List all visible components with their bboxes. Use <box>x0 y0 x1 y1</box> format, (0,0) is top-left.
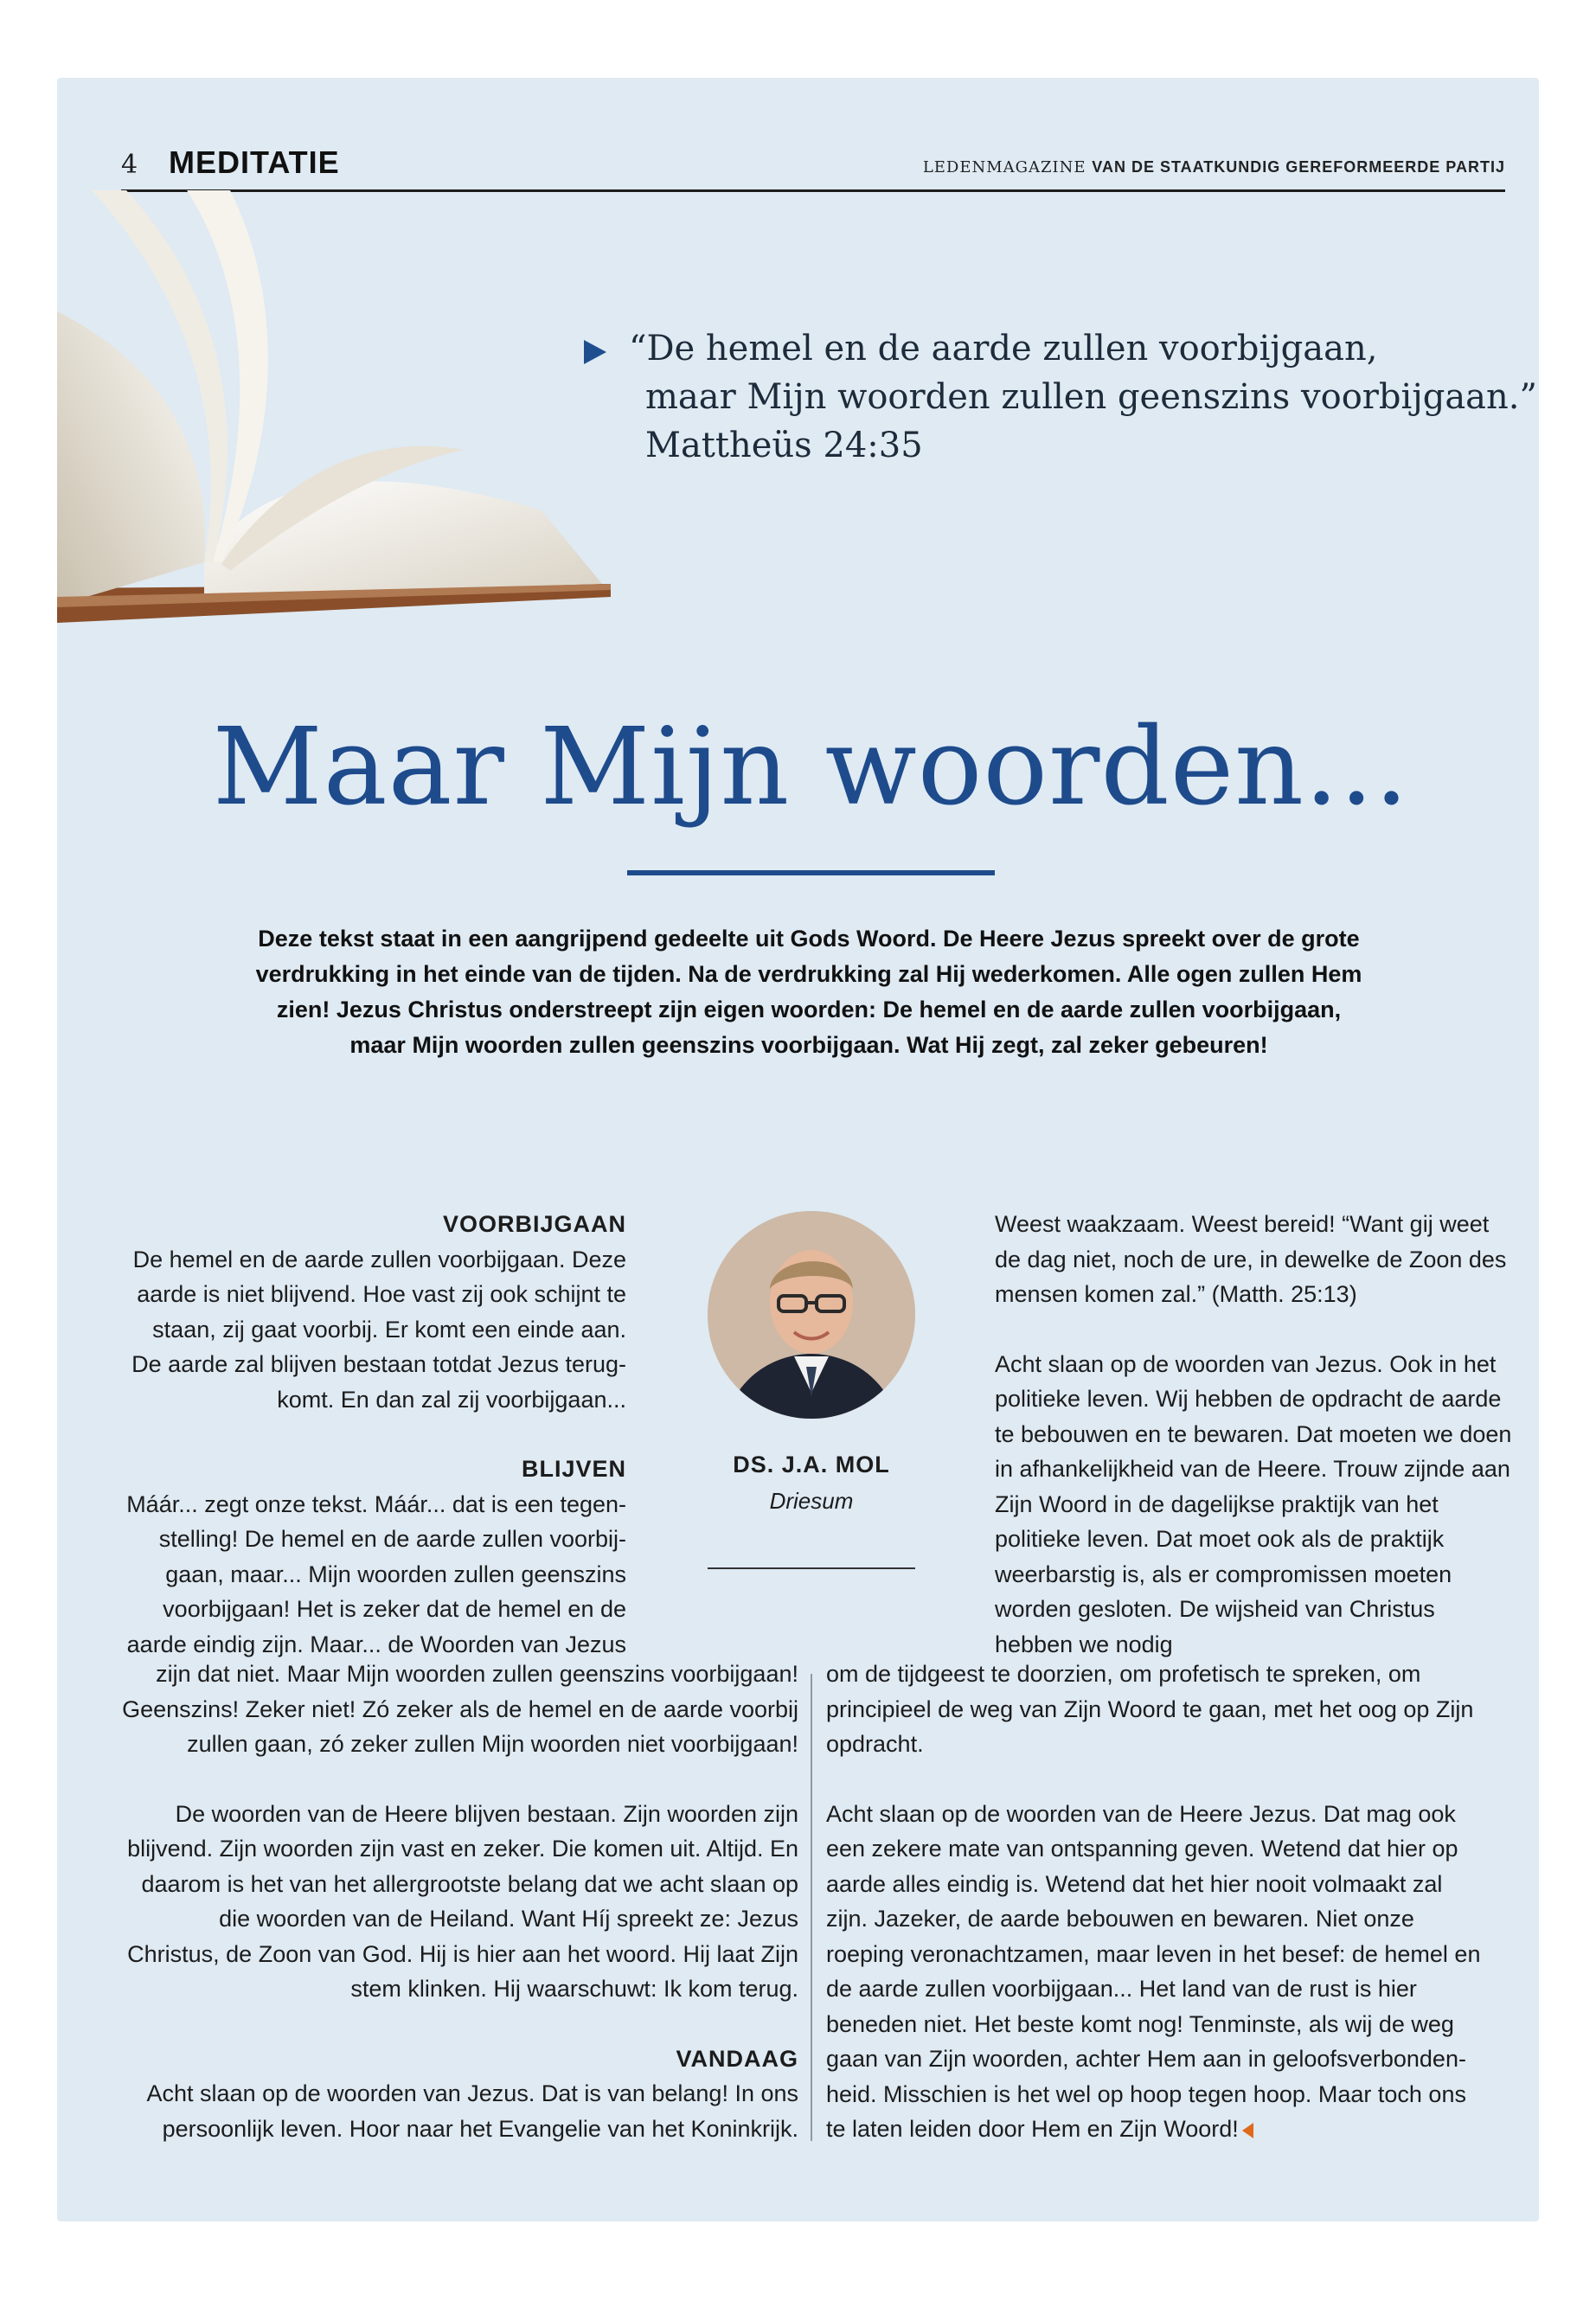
heading-voorbijgaan: VOORBIJGAAN <box>442 1211 626 1237</box>
quote-line-1: “De hemel en de aarde zullen voorbijgaan, <box>629 329 1378 369</box>
column-right-top <box>995 1207 1514 1662</box>
masthead-light: LEDENMAGAZINE <box>922 158 1086 176</box>
author-place: Driesum <box>769 1488 854 1514</box>
paragraph-voorbijgaan: De hemel en de aarde zullen voorbijgaan. Deze aarde is niet blijvend. Hoe vast zij ook schijnt te staan, zij gaat voorbij. Er komt een einde aan. De aarde zal blijven bestaan totdat Jezus terug-komt. En dan zal zij voorbijgaan... <box>131 1246 626 1413</box>
paragraph-waakzaam: Weest waakzaam. Weest bereid! “Want gij weet de dag niet, noch de ure, in dewelke de Zoon des mensen komen zal.” (Matth. 25:13) <box>995 1211 1507 1307</box>
paragraph-blijven-a: Máár... zegt onze tekst. Máár... dat is een tegen-stelling! De hemel en de aarde zullen voorbij-gaan, maar... Mijn woorden zullen geenszins voorbijgaan! Het is zeker dat de hemel en de aarde eindig zijn. Maar... de Woorden van Jezus <box>126 1490 626 1657</box>
heading-vandaag: VANDAAG <box>676 2045 798 2072</box>
column-right-bottom <box>826 1657 1484 2147</box>
author-name: DS. J.A. MOL <box>733 1452 890 1477</box>
column-divider <box>811 1674 812 2141</box>
column-left-bottom <box>121 1657 798 2146</box>
end-triangle-icon <box>1242 2123 1253 2138</box>
column-left-top <box>121 1207 626 1662</box>
paragraph-blijven-b: zijn dat niet. Maar Mijn woorden zullen geenszins voorbijgaan! Geenszins! Zeker niet! Zó zeker als de hemel en de aarde voorbij zullen gaan, zó zeker zullen Mijn woorden niet voorbijgaan! <box>122 1661 798 1757</box>
section-title: MEDITATIE <box>169 144 340 180</box>
masthead <box>923 158 1505 176</box>
open-book-image <box>57 190 611 631</box>
quote-line-2: maar Mijn woorden zullen geenszins voorbijgaan.” <box>645 377 1537 417</box>
article-intro: Deze tekst staat in een aangrijpend gedeelte uit Gods Woord. De Heere Jezus spreekt over de grote verdrukking in het einde van de tijden. Na de verdrukking zal Hij wederkomen. Alle ogen zullen Hem zien! Jezus Christus onderstreept zijn eigen woorden: De hemel en de aarde zullen voorbijgaan, maar Mijn woorden zullen geenszins voorbijgaan. Wat Hij zegt, zal zeker gebeuren! <box>255 926 1362 1058</box>
paragraph-vandaag: Acht slaan op de woorden van Jezus. Dat is van belang! In ons persoonlijk leven. Hoor naar het Evangelie van het Koninkrijk. <box>146 2080 798 2142</box>
author-divider <box>708 1567 915 1569</box>
page-header <box>121 143 1505 192</box>
play-triangle-icon <box>584 340 606 364</box>
title-underline <box>627 870 995 875</box>
heading-blijven: BLIJVEN <box>521 1456 626 1482</box>
masthead-bold: VAN DE STAATKUNDIG GEREFORMEERDE PARTIJ <box>1092 158 1505 176</box>
author-portrait <box>708 1211 915 1419</box>
author-photo <box>708 1211 915 1419</box>
article-title: Maar Mijn woorden... <box>212 705 1410 830</box>
paragraph-politiek-b: om de tijdgeest te doorzien, om profetisch te spreken, om principieel de weg van Zijn Woord te gaan, met het oog op Zijn opdracht. <box>826 1661 1474 1757</box>
quote-reference: Mattheüs 24:35 <box>645 426 923 465</box>
page-number: 4 <box>121 150 138 180</box>
paragraph-politiek-a: Acht slaan op de woorden van Jezus. Ook in het politieke leven. Wij hebben de opdracht de aarde te bebouwen en te bewaren. Dat moeten we doen in afhankelijkheid van de Heere. Trouw zijnde aan Zijn Woord in de dagelijkse praktijk van het politieke leven. Dat moet ook als de praktijk weerbarstig is, als er compromissen moeten worden gesloten. De wijsheid van Christus hebben we nodig <box>995 1350 1512 1657</box>
paragraph-ontspanning <box>826 1797 1484 2147</box>
paragraph-woorden: De woorden van de Heere blijven bestaan. Zijn woorden zijn blijvend. Zijn woorden zijn vast en zeker. Die komen uit. Altijd. En daarom is het van het allergrootste belang dat we acht slaan op die woorden van de Heiland. Want Híj spreekt ze: Jezus Christus, de Zoon van God. Hij is hier aan het woord. Hij laat Zijn stem klinken. Hij waarschuwt: Ik kom terug. <box>127 1800 798 2002</box>
paragraph-ontspanning-text: Acht slaan op de woorden van de Heere Jezus. Dat mag ook een zekere mate van ontspanning geven. Wetend dat hier op aarde alles eindig is. Wetend dat het hier nooit volmaakt zal zijn. Jazeker, de aarde bebouwen en bewaren. Niet onze roeping veronachtzamen, maar leven in het besef: de hemel en de aarde zullen voorbijgaan... Het land van de rust is hier beneden niet. Het beste komt nog! Tenminste, als wij de weg gaan van Zijn woorden, achter Hem aan in geloofsverbonden-heid. Misschien is het wel op hoop tegen hoop. Maar toch ons te laten leiden door Hem en Zijn Woord! <box>826 1800 1481 2142</box>
